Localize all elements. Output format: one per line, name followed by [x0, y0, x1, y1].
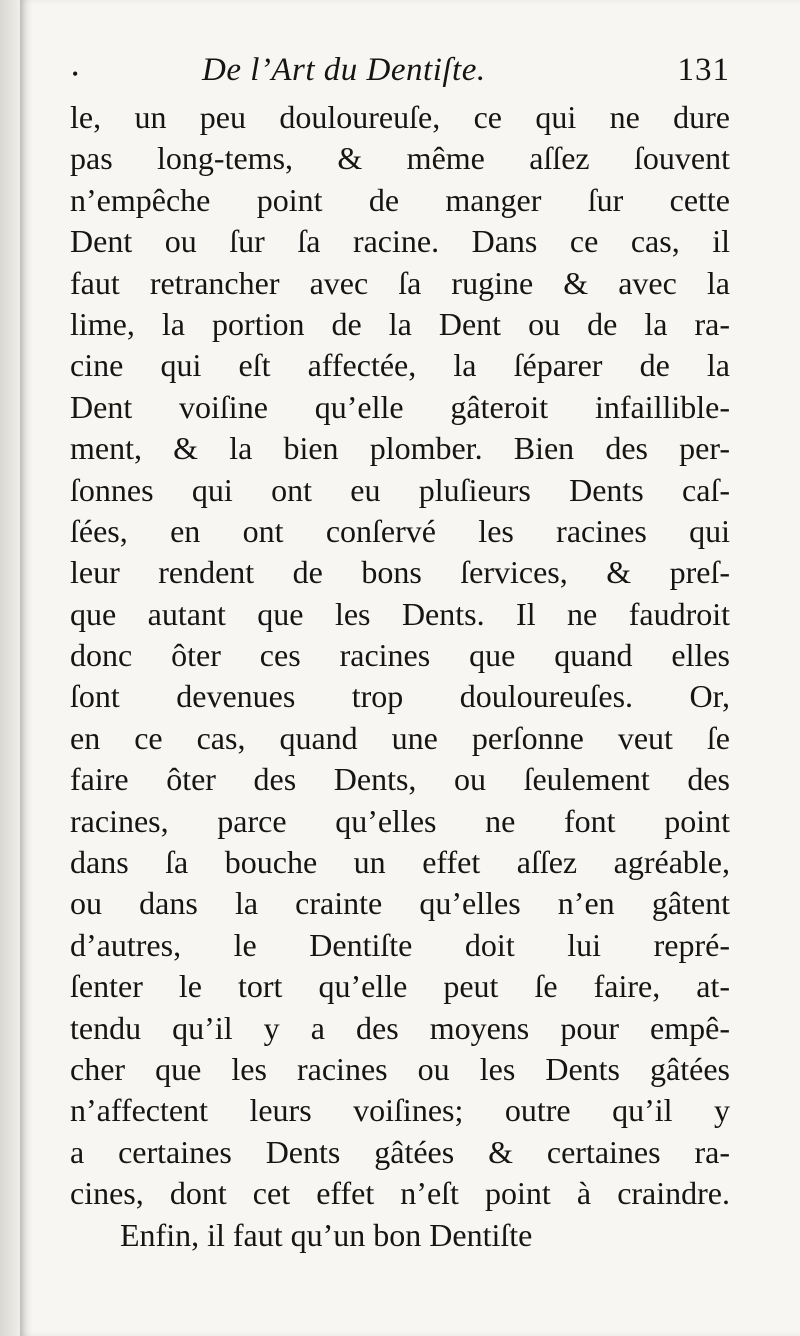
text-line: leur rendent de bons ſervices, & preſ- — [70, 554, 730, 591]
text-line: n’empêche point de manger ſur cette — [70, 181, 730, 218]
text-line: ment, & la bien plomber. Bien des per- — [70, 430, 730, 467]
text-line: tendu qu’il y a des moyens pour empê- — [70, 1009, 730, 1046]
page-number: 131 — [677, 52, 730, 88]
text-line: ſenter le tort qu’elle peut ſe faire, at- — [70, 968, 730, 1005]
page-header — [70, 52, 730, 98]
text-line: Dent voiſine qu’elle gâteroit infaillible- — [70, 388, 730, 425]
text-line: ſées, en ont conſervé les racines qui — [70, 512, 730, 549]
text-line: a certaines Dents gâtées & certaines ra- — [70, 1133, 730, 1170]
text-line: en ce cas, quand une perſonne veut ſe — [70, 719, 730, 756]
text-line: n’affectent leurs voiſines; outre qu’il y — [70, 1092, 730, 1129]
text-line: cines, dont cet effet n’eſt point à craindre. — [70, 1175, 730, 1212]
text-line: le, un peu douloureuſe, ce qui ne dure — [70, 99, 730, 135]
header-dot: • — [72, 64, 79, 84]
text-line: cher que les racines ou les Dents gâtées — [70, 1050, 730, 1087]
text-line: dans ſa bouche un effet aſſez agréable, — [70, 844, 730, 881]
text-line: ou dans la crainte qu’elles n’en gâtent — [70, 885, 730, 922]
text-line: ſonnes qui ont eu pluſieurs Dents caſ- — [70, 471, 730, 508]
text-line: faire ôter des Dents, ou ſeulement des — [70, 761, 730, 798]
text-line: ſont devenues trop douloureuſes. Or, — [70, 678, 730, 715]
text-line: faut retrancher avec ſa rugine & avec la — [70, 264, 730, 301]
text-line: lime, la portion de la Dent ou de la ra- — [70, 305, 730, 342]
body-text — [70, 97, 730, 1256]
text-line: cine qui eſt affectée, la ſéparer de la — [70, 347, 730, 384]
text-line-paragraph-start: Enfin, il faut qu’un bon Dentiſte — [120, 1216, 533, 1253]
text-line: d’autres, le Dentiſte doit lui repré- — [70, 926, 730, 963]
text-line: que autant que les Dents. Il ne faudroit — [70, 595, 730, 632]
running-head: De l’Art du Dentiſte. — [202, 52, 486, 88]
text-line: Dent ou ſur ſa racine. Dans ce cas, il — [70, 223, 730, 260]
text-line: racines, parce qu’elles ne font point — [70, 802, 730, 839]
page-edge — [0, 0, 20, 1336]
text-line: pas long-tems, & même aſſez ſouvent — [70, 140, 730, 177]
text-line: donc ôter ces racines que quand elles — [70, 637, 730, 674]
